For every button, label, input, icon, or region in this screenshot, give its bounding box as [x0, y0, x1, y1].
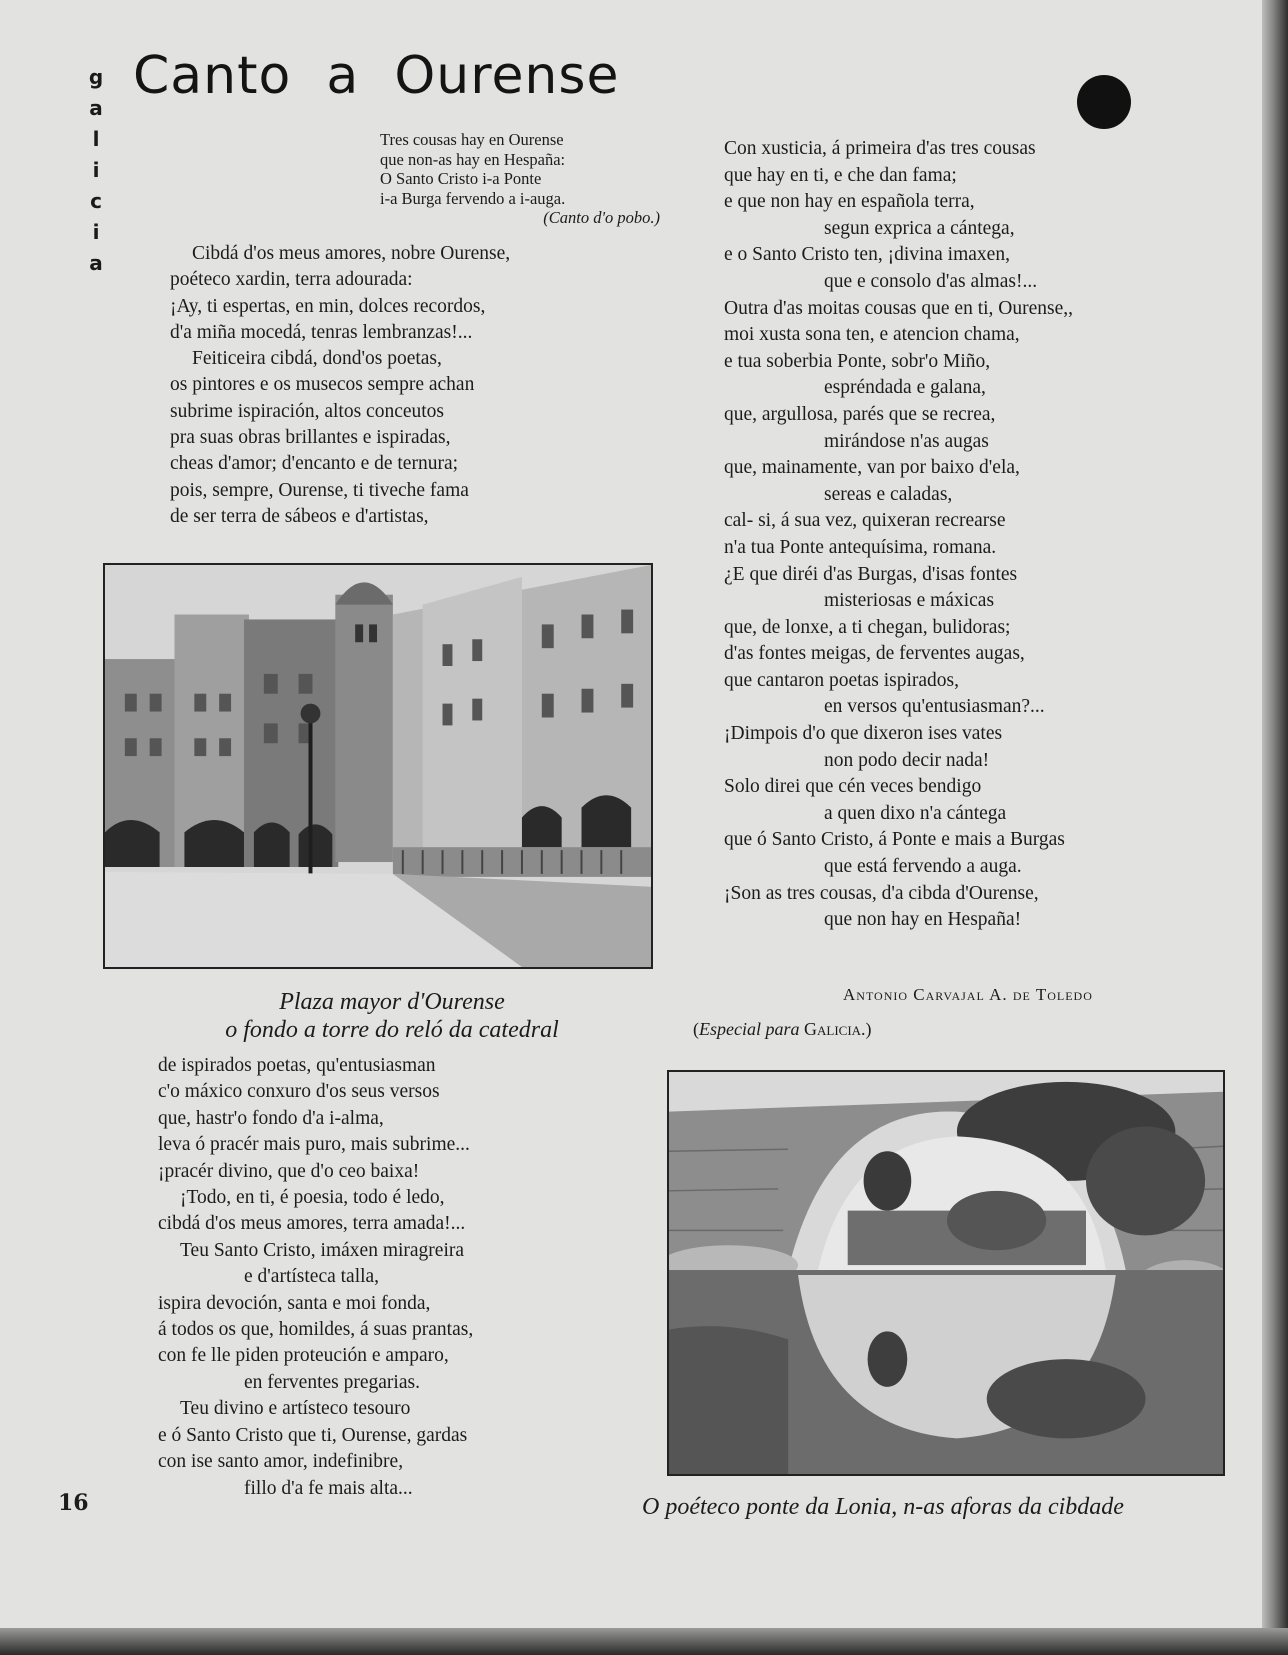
epigraph-line: Tres cousas hay en Ourense — [380, 130, 564, 149]
masthead-letter: a — [89, 96, 103, 120]
poem-line: que ó Santo Cristo, á Ponte e mais a Burgas — [724, 829, 1065, 851]
page-edge-shadow — [1262, 0, 1288, 1655]
poem-line: non podo decir nada! — [824, 749, 990, 771]
bridge-illustration — [669, 1072, 1223, 1474]
epigraph — [380, 130, 660, 228]
poem-line: de ser terra de sábeos e d'artistas, — [170, 505, 429, 527]
poem-line: á todos os que, homildes, á suas prantas, — [158, 1319, 474, 1341]
poem-line: de ispirados poetas, qu'entusiasman — [158, 1055, 436, 1076]
poem-line: c'o máxico conxuro d'os seus versos — [158, 1081, 440, 1103]
poem-line: misteriosas e máxicas — [824, 590, 995, 612]
poem-line: ¡Dimpois d'o que dixeron ises vates — [724, 723, 1003, 745]
poem-line: Cibdá d'os meus amores, nobre Ourense, — [192, 243, 511, 264]
special-note-italic: Especial para — [699, 1019, 800, 1039]
poem-line: e d'artísteca talla, — [244, 1266, 380, 1288]
poem-line: os pintores e os musecos sempre achan — [170, 374, 475, 396]
caption-line: Plaza mayor d'Ourense — [279, 989, 505, 1015]
photo-plaza-mayor — [103, 563, 653, 969]
caption-line: o fondo a torre do reló da catedral — [225, 1017, 559, 1043]
poem-line: en versos qu'entusiasman?... — [824, 696, 1045, 718]
poem-line: a quen dixo n'a cántega — [824, 802, 1007, 824]
poem-line: pois, sempre, Ourense, ti tiveche fama — [170, 479, 469, 501]
poem-line: n'a tua Ponte antequísima, romana. — [724, 536, 997, 558]
photo-ponte-caption: O poéteco ponte da Lonia, n-as aforas da cibdade — [642, 1494, 1124, 1520]
plaza-illustration — [105, 565, 651, 967]
poem-line: en ferventes pregarias. — [244, 1371, 420, 1393]
page-number: 16 — [58, 1490, 89, 1516]
author-signature: Antonio Carvajal A. de Toledo — [843, 985, 1093, 1004]
poem-line: sereas e caladas, — [824, 483, 953, 505]
poem-line: fillo d'a fe mais alta... — [244, 1477, 413, 1499]
poem-line: espréndada e galana, — [824, 377, 986, 399]
poem-line: Outra d'as moitas cousas que en ti, Ourense,, — [724, 297, 1074, 319]
poem-line: Teu divino e artísteco tesouro — [180, 1398, 411, 1420]
poem-right — [724, 136, 1154, 934]
decorative-dot — [1077, 75, 1131, 129]
poem-line: d'as fontes meigas, de ferventes augas, — [724, 643, 1025, 665]
poem-line: ¡Son as tres cousas, d'a cibda d'Ourense, — [724, 882, 1039, 904]
page-bottom-shadow — [0, 1628, 1288, 1655]
poem-line: que, mainamente, van por baixo d'ela, — [724, 457, 1020, 479]
epigraph-line: i-a Burga fervendo a i-auga. — [380, 188, 566, 208]
poem-line: moi xusta sona ten, e atencion chama, — [724, 324, 1020, 346]
special-note-close: .) — [861, 1019, 872, 1039]
poem-line: e tua soberbia Ponte, sobr'o Miño, — [724, 350, 991, 372]
poem-line: subrime ispiración, altos conceutos — [170, 400, 445, 422]
poem-line: que non hay en Hespaña! — [824, 909, 1022, 931]
special-note — [693, 1019, 872, 1040]
masthead-letter: c — [90, 189, 102, 213]
poem-line: que, argullosa, parés que se recrea, — [724, 403, 996, 425]
poem-line: que, hastr'o fondo d'a i-alma, — [158, 1107, 384, 1129]
poem-line: que hay en ti, e che dan fama; — [724, 164, 957, 186]
special-note-name: Galicia — [804, 1019, 862, 1039]
poem-line: que e consolo d'as almas!... — [824, 270, 1038, 292]
poem-line: que, de lonxe, a ti chegan, bulidoras; — [724, 616, 1011, 638]
epigraph-line: O Santo Cristo i-a Ponte — [380, 169, 542, 188]
poem-line: ¿E que diréi d'as Burgas, d'isas fontes — [724, 563, 1018, 585]
poem-line: Feiticeira cibdá, dond'os poetas, — [192, 348, 442, 370]
masthead-letter: i — [92, 220, 100, 244]
epigraph-line: que non-as hay en Hespaña: — [380, 149, 566, 169]
poem-line: Con xusticia, á primeira d'as tres cousas — [724, 138, 1036, 159]
poem-line: Solo direi que cén veces bendigo — [724, 776, 982, 798]
photo-plaza-caption — [182, 988, 602, 1044]
poem-line: Teu Santo Cristo, imáxen miragreira — [180, 1239, 465, 1261]
poem-left-bottom — [158, 1053, 598, 1502]
epigraph-credit: (Canto d'o pobo.) — [543, 208, 660, 227]
poem-line: e o Santo Cristo ten, ¡divina imaxen, — [724, 244, 1010, 266]
poem-line: mirándose n'as augas — [824, 430, 989, 452]
poem-line: cal- si, á sua vez, quixeran recrearse — [724, 510, 1006, 532]
masthead-letter: a — [89, 251, 103, 275]
poem-line: ¡Todo, en ti, é poesia, todo é ledo, — [180, 1187, 445, 1209]
poem-line: e ó Santo Cristo que ti, Ourense, gardas — [158, 1424, 468, 1446]
poem-line: que está fervendo a auga. — [824, 856, 1022, 878]
poem-line: con fe lle piden proteución e amparo, — [158, 1345, 449, 1367]
poem-line: que cantaron poetas ispirados, — [724, 669, 960, 691]
photo-ponte-lonia — [667, 1070, 1225, 1476]
poem-line: ispira devoción, santa e moi fonda, — [158, 1292, 431, 1314]
poem-line: leva ó pracér mais puro, mais subrime... — [158, 1134, 470, 1156]
masthead-letter: l — [92, 127, 100, 151]
poem-line: segun exprica a cántega, — [824, 217, 1015, 239]
page-title: Canto a Ourense — [133, 46, 620, 106]
masthead-letter: i — [92, 158, 100, 182]
masthead-vertical-galicia — [84, 62, 108, 279]
poem-left-top — [170, 241, 610, 530]
poem-line: poéteco xardin, terra adourada: — [170, 269, 413, 291]
poem-line: ¡pracér divino, que d'o ceo baixa! — [158, 1160, 420, 1182]
poem-line: ¡Ay, ti espertas, en min, dolces recordos, — [170, 295, 486, 317]
poem-line: con ise santo amor, indefinibre, — [158, 1451, 404, 1473]
masthead-letter: g — [88, 65, 104, 89]
poem-line: cheas d'amor; d'encanto e de ternura; — [170, 453, 459, 475]
poem-line: cibdá d'os meus amores, terra amada!... — [158, 1213, 466, 1235]
special-note-open: ( — [693, 1019, 699, 1039]
poem-line: e que non hay en española terra, — [724, 191, 975, 213]
poem-line: pra suas obras brillantes e ispiradas, — [170, 427, 451, 449]
poem-line: d'a miña mocedá, tenras lembranzas!... — [170, 321, 473, 343]
